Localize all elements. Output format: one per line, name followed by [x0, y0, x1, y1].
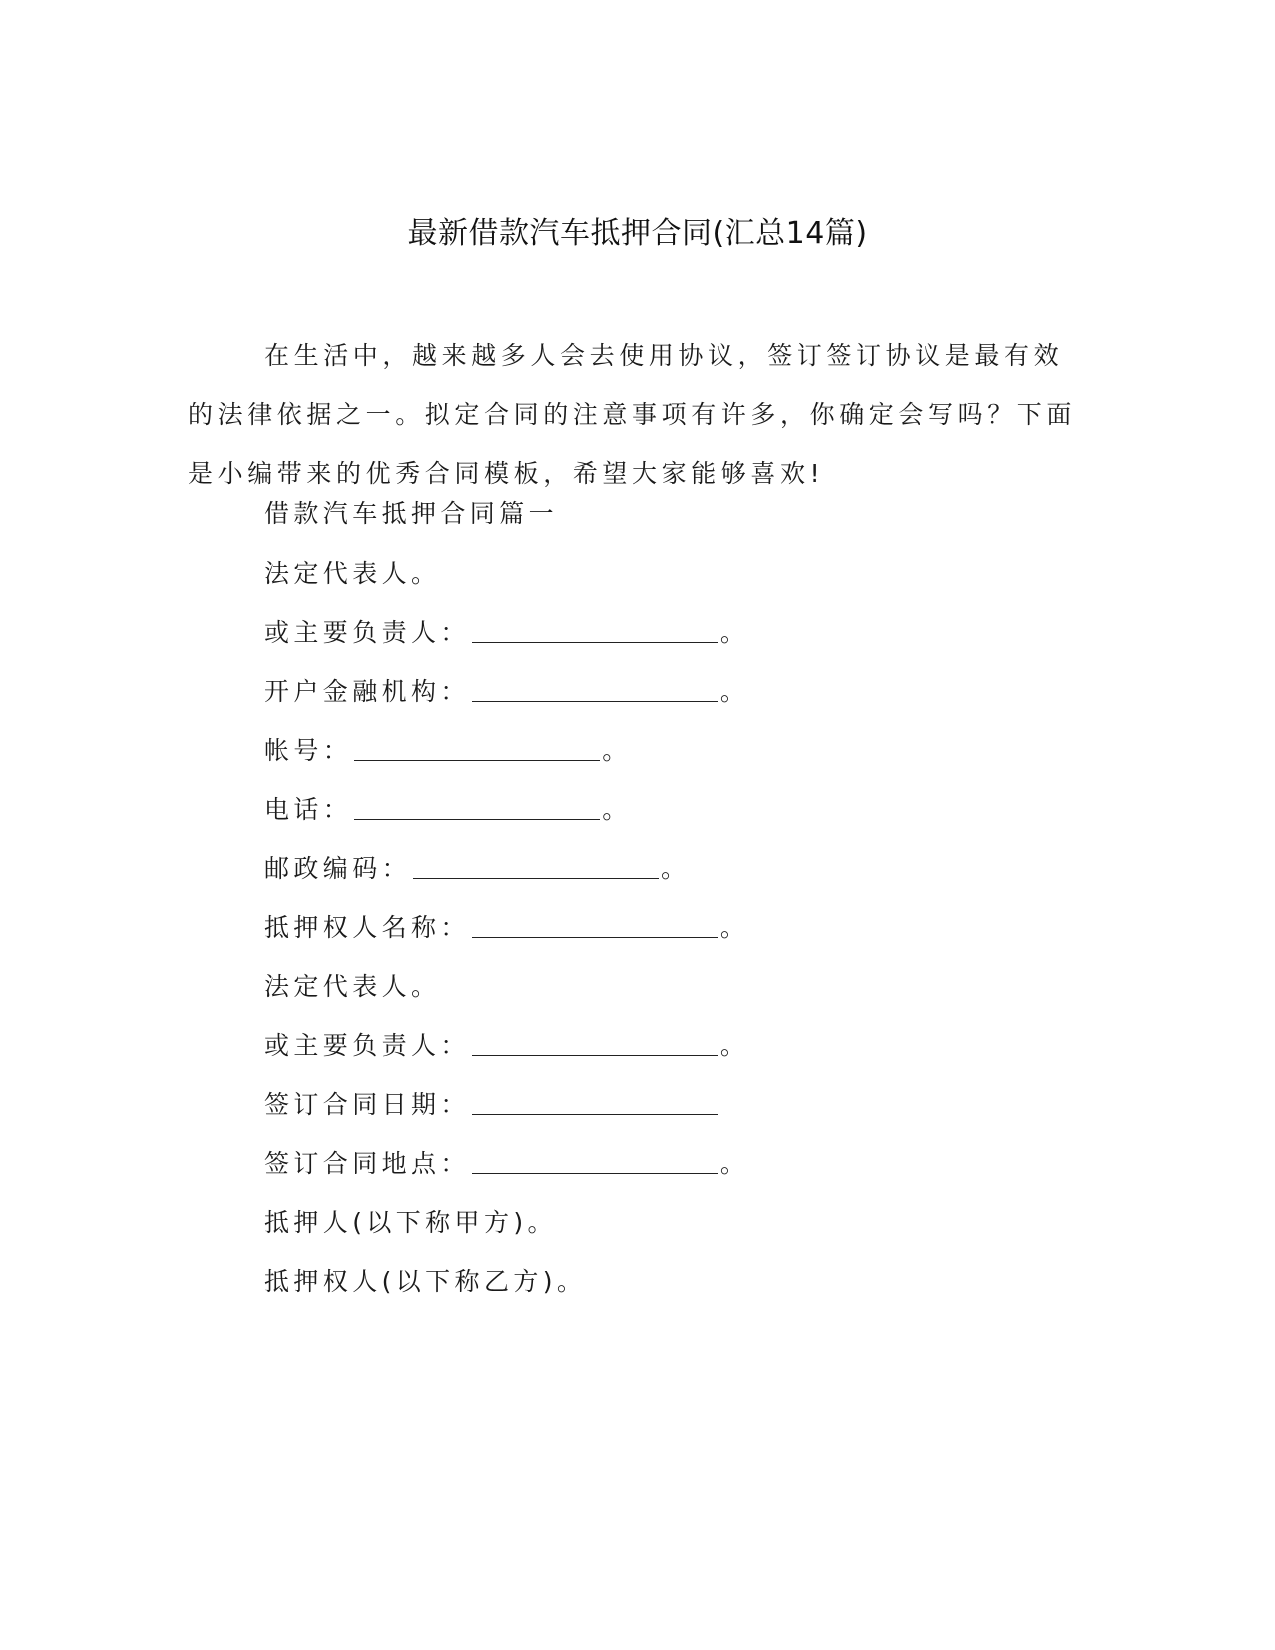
fill-in-blank: [472, 675, 718, 702]
fill-in-blank: [472, 1088, 718, 1115]
form-line-account: [264, 731, 632, 771]
section-heading: [264, 494, 558, 534]
form-line-postcode: [264, 849, 690, 889]
line-suffix: 。: [719, 1149, 750, 1178]
fill-in-blank: [472, 616, 718, 643]
line-suffix: 。: [602, 736, 632, 765]
form-line-principal-2: [264, 1026, 749, 1066]
form-line-legal-rep-2: [264, 967, 440, 1007]
line-label: 抵押权人(以下称乙方)。: [264, 1267, 587, 1296]
form-line-phone: [264, 790, 632, 830]
form-line-bank: [264, 672, 749, 712]
line-suffix: 。: [661, 854, 691, 883]
line-label: 或主要负责人：: [264, 618, 470, 647]
line-label: 借款汽车抵押合同篇一: [264, 499, 559, 528]
form-line-party-a: [264, 1203, 557, 1243]
fill-in-blank: [472, 911, 718, 938]
form-line-legal-rep: [264, 554, 440, 594]
line-label: 法定代表人。: [264, 972, 441, 1001]
line-suffix: 。: [602, 795, 632, 824]
fill-in-blank: [472, 1029, 718, 1056]
form-line-mortgagee-name: [264, 908, 749, 948]
line-label: 开户金融机构：: [264, 677, 470, 706]
line-label: 电话：: [264, 795, 353, 824]
intro-paragraph: 在生活中，越来越多人会去使用协议，签订签订协议是最有效的法律依据之一。拟定合同的注意事项有许多，你确定会写吗？下面是小编带来的优秀合同模板，希望大家能够喜欢!: [188, 341, 1077, 488]
line-label: 或主要负责人：: [264, 1031, 470, 1060]
line-label: 邮政编码：: [264, 854, 412, 883]
line-label: 帐号：: [264, 736, 353, 765]
fill-in-blank: [472, 1147, 718, 1174]
form-line-sign-place: [264, 1144, 749, 1184]
fill-in-blank: [413, 852, 659, 879]
line-suffix: 。: [719, 618, 750, 647]
line-label: 抵押人(以下称甲方)。: [264, 1208, 557, 1237]
line-label: 法定代表人。: [264, 559, 441, 588]
line-suffix: 。: [719, 913, 750, 942]
line-suffix: 。: [719, 1031, 750, 1060]
line-suffix: 。: [719, 677, 750, 706]
document-title: 最新借款汽车抵押合同(汇总14篇): [407, 216, 868, 251]
form-line-principal: [264, 613, 749, 653]
fill-in-blank: [354, 793, 600, 820]
form-line-sign-date: [264, 1085, 720, 1125]
line-label: 签订合同地点：: [264, 1149, 470, 1178]
line-label: 签订合同日期：: [264, 1090, 470, 1119]
fill-in-blank: [354, 734, 600, 761]
form-line-party-b: [264, 1262, 586, 1302]
line-label: 抵押权人名称：: [264, 913, 470, 942]
